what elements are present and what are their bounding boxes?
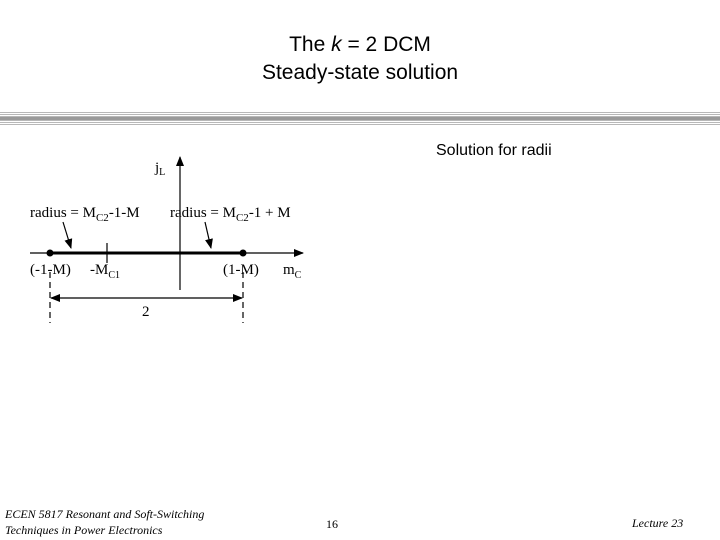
y-axis-label: $j_L$: [155, 160, 166, 178]
slide-title-line1: The k = 2 DCM: [289, 33, 431, 56]
x-axis-label: $m_C$: [283, 262, 302, 281]
slide-subtitle: Solution for radii: [436, 142, 552, 159]
point-left-label: (-1-M): [30, 262, 71, 278]
point-left-dot: [47, 250, 54, 257]
course-footer: [5, 506, 225, 538]
radius-right-arrow: [205, 222, 211, 248]
page-number: 16: [326, 517, 338, 531]
radius-left-label: radius = $M_{C2}-1-M$: [30, 205, 140, 224]
radius-left-arrow: [63, 222, 71, 248]
slide-title-line2: Steady-state solution: [261, 61, 459, 84]
point-mc1-label: $-M_{C1}$: [90, 262, 121, 281]
course-footer-line2: Techniques in Power Electronics: [5, 523, 163, 537]
title-k-symbol: k: [331, 33, 342, 56]
radius-right-label: radius = $M_{C2}-1 + M$: [170, 205, 291, 224]
lecture-label: Lecture 23: [632, 516, 684, 530]
course-footer-line1: ECEN 5817 Resonant and Soft-Switching: [5, 507, 205, 521]
point-right-label: (1-M): [223, 262, 259, 278]
point-right-dot: [240, 250, 247, 257]
span-label: 2: [142, 304, 150, 320]
